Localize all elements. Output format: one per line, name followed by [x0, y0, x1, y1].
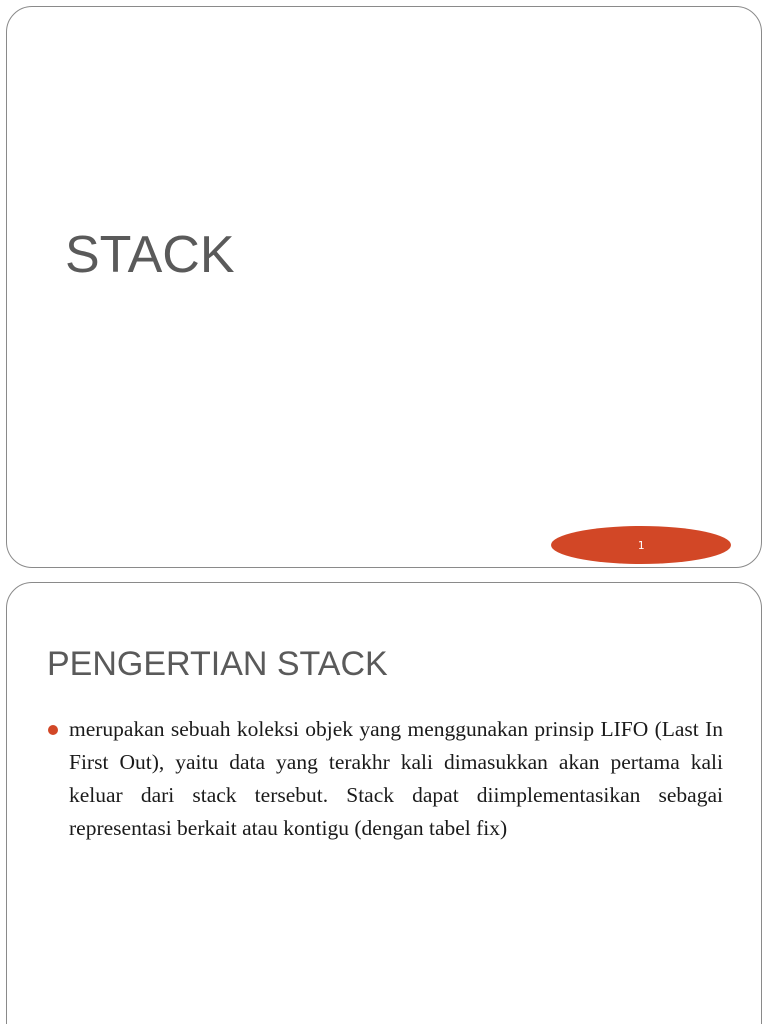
bullet-list — [47, 713, 723, 845]
slide-title: PENGERTIAN STACK — [47, 645, 388, 683]
slide-1 — [6, 6, 762, 568]
slide-2 — [6, 582, 762, 1024]
bullet-dot-icon — [48, 725, 58, 735]
slide-number-badge — [551, 526, 731, 564]
slide-title: STACK — [65, 226, 235, 284]
bullet-text: merupakan sebuah koleksi objek yang menggunakan prinsip LIFO (Last In First Out), yaitu data yang terakhr kali dimasukkan akan pertama kali keluar dari stack tersebut. Stack dapat diimplementasikan sebagai representasi berkait atau kontigu (dengan tabel fix) — [69, 717, 723, 840]
slide-number: 1 — [637, 538, 645, 552]
bullet-item — [47, 713, 723, 845]
